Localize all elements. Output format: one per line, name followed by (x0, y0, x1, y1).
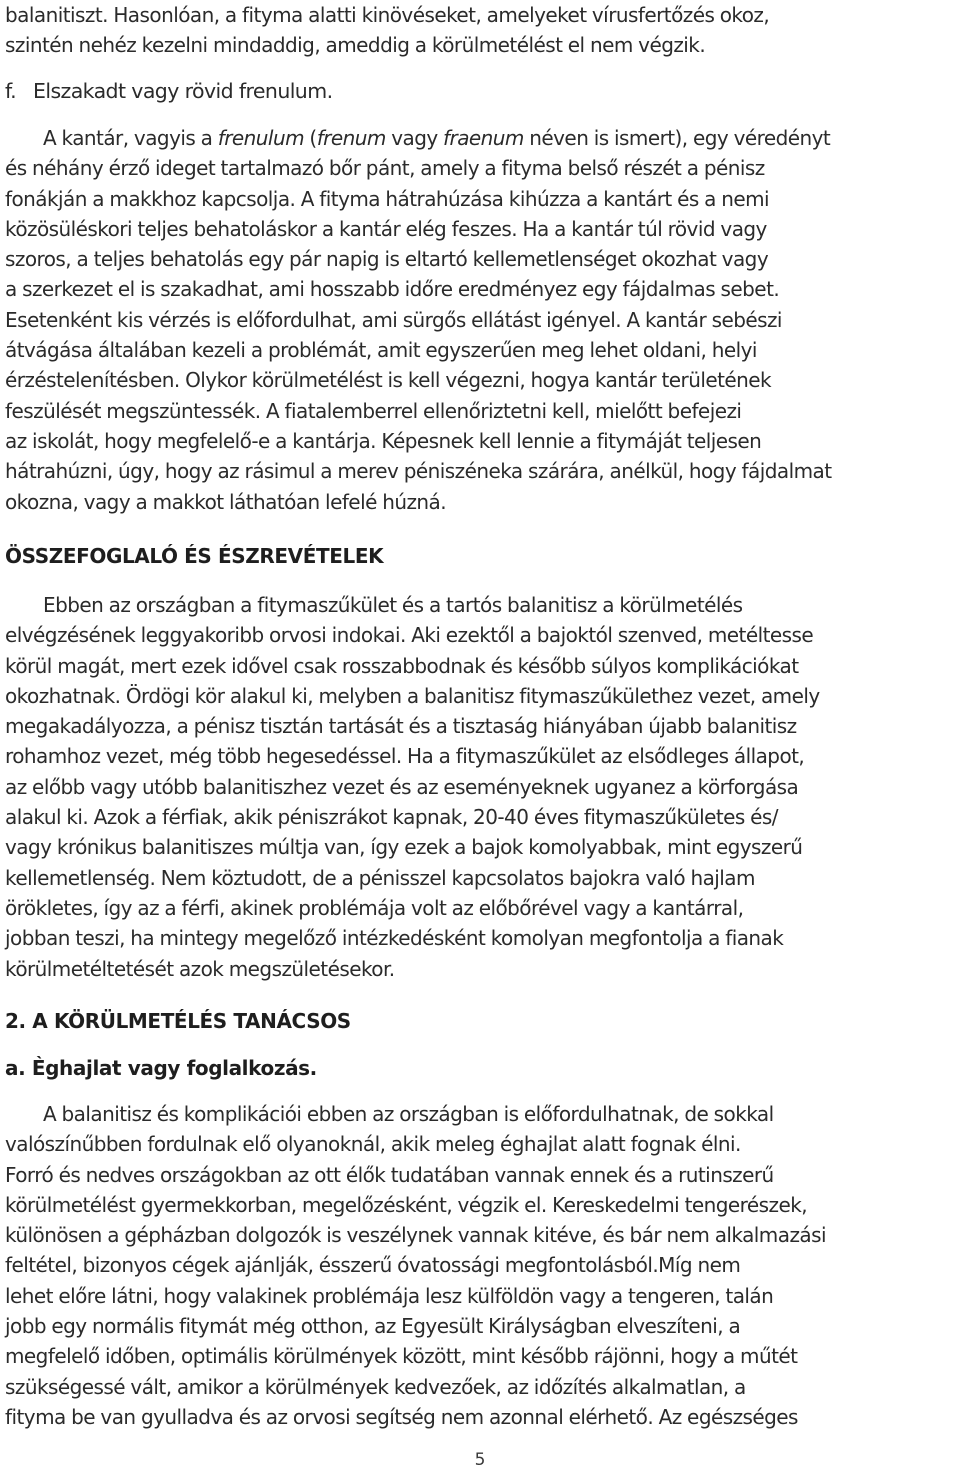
summary-heading: ÖSSZEFOGLALÓ ÉS ÉSZREVÉTELEK (5, 544, 384, 568)
subheading-marker: a. (5, 1056, 26, 1080)
frenulum-paragraph (5, 123, 832, 517)
section-title: A KÖRÜLMETÉLÉS TANÁCSOS (32, 1009, 351, 1033)
climate-paragraph: A balanitisz és komplikációi ebben az országban is előfordulhatnak, de sokkal valószínűbben fordulnak elő olyanoknál, akik meleg éghajlat alatt fognak élni. Forró és nedves országokban az ott élők tudatában vannak ennek és a rutinszerű körülmetélést gyermekkorban, megelőzésként, végzik el. Kereskedelmi tengerészek, különösen a gépházban dolgozók is veszélynek vannak kitéve, és bár nem alkalmazási feltétel, bizonyos cégek ajánlják, ésszerű óvatossági megfontolásból.Míg nem lehet előre látni, hogy valakinek problémája lesz külföldön vagy a tengeren, talán jobb egy normális fitymát még otthon, az Egyesült Királyságban elveszíteni, a megfelelő időben, optimális körülmények között, mint később rájönni, hogy a műtét szükségessé vált, amikor a körülmények kedvezőek, az időzítés alkalmatlan, a fityma be van gyulladva és az orvosi segítség nem azonnal elérhető. Az egészséges (5, 1102, 826, 1429)
emphasis-frenulum: frenulum (217, 126, 305, 150)
text-run: A kantár, vagyis a (43, 126, 218, 150)
climate-subheading (5, 1053, 317, 1083)
emphasis-frenum: frenum (316, 126, 386, 150)
frenulum-subheading (5, 76, 333, 106)
text-run: vagy (385, 126, 444, 150)
text-run: néven is ismert), egy véredényt és néhány érző ideget tartalmazó bőr pánt, amely a fityma belső részét a pénisz fonákján a makkhoz kapcsolja. A fityma hátrahúzása kihúzza a kantárt és a nemi közösüléskori teljes behatoláskor a kantár elég feszes. Ha a kantár túl rövid vagy szoros, a teljes behatolás egy pár napig is eltartó kellemetlenséget okozhat vagy a szerkezet el is szakadhat, ami hosszabb időre eredményez egy fájdalmas sebet. Esetenként kis vérzés is előfordulhat, ami sürgős ellátást igényel. A kantár sebészi átvágása általában kezeli a problémát, amit egyszerűen meg lehet oldani, helyi érzéstelenítésben. Olykor körülmetélést is kell végezni, hogya kantár területének feszülését megszüntessék. A fiatalemberrel ellenőriztetni kell, mielőtt befejezi az iskolát, hogy megfelelő-e a kantárja. Képesnek kell lennie a fitymáját teljesen hátrahúzni, úgy, hogy az rásimul a merev péniszéneka szárára, anélkül, hogy fájdalmat okozna, vagy a makkot láthatóan lefelé húzná. (5, 126, 832, 514)
section-number: 2. (5, 1009, 26, 1033)
section-2-heading (5, 1006, 351, 1036)
subheading-title: Ѐghajlat vagy foglalkozás. (31, 1056, 317, 1080)
intro-paragraph: balanitiszt. Hasonlóan, a fityma alatti kinövéseket, amelyeket vírusfertőzés okoz, szintén nehéz kezelni mindaddig, ameddig a körülmetélést el nem végzik. (5, 3, 770, 58)
summary-paragraph: Ebben az országban a fitymaszűkület és a tartós balanitisz a körülmetélés elvégzésének leggyakoribb orvosi indokai. Aki ezektől a bajoktól szenved, metéltesse körül magát, mert ezek idővel csak rosszabbodnak és később súlyos komplikációkat okozhatnak. Ördögi kör alakul ki, melyben a balanitisz fitymaszűkülethez vezet, amely megakadályozza, a pénisz tisztán tartását és a tisztaság hiányában újabb balanitisz rohamhoz vezet, még több hegesedéssel. Ha a fitymaszűkület az elsődleges állapot, az előbb vagy utóbb balanitiszhez vezet és az eseményeknek ugyanez a körforgása alakul ki. Azok a férfiak, akik péniszrákot kapnak, 20-40 éves fitymaszűkületes és/ vagy krónikus balanitiszes múltja van, így ezek a bajok komolyabbak, mint egyszerű kellemetlenség. Nem köztudott, de a pénisszel kapcsolatos bajokra való hajlam örökletes, így az a férfi, akinek problémája volt az előbőrével vagy a kantárral, jobban teszi, ha mintegy megelőző intézkedésként komolyan megfontolja a fianak körülmetéltetését azok megszületésekor. (5, 593, 820, 981)
page-number: 5 (474, 1450, 486, 1470)
subheading-marker: f. (5, 79, 17, 103)
emphasis-fraenum: fraenum (443, 126, 524, 150)
text-run: ( (304, 126, 317, 150)
subheading-title: Elszakadt vagy rövid frenulum. (33, 79, 333, 103)
